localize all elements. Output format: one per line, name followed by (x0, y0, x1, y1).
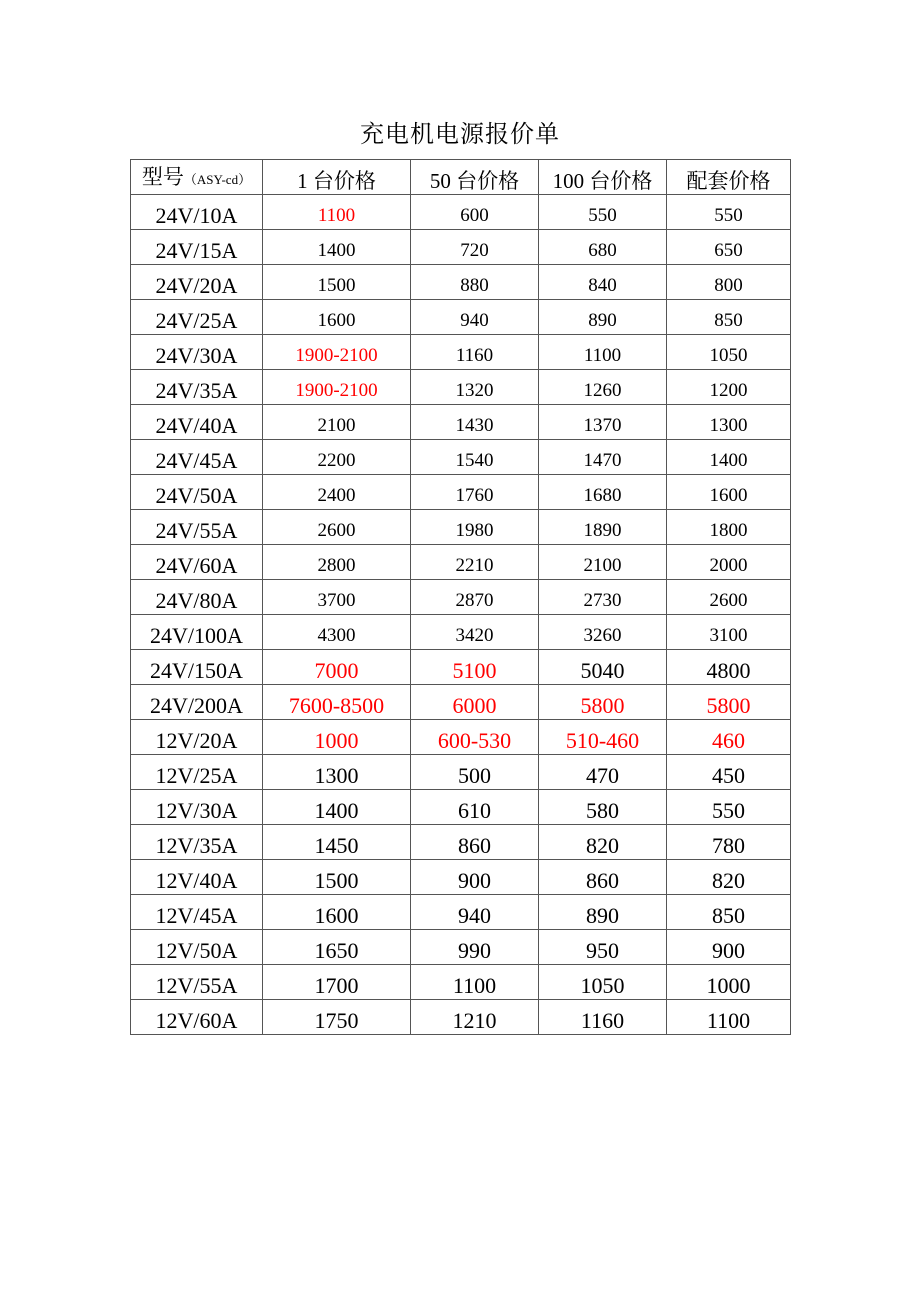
model-cell: 24V/150A (131, 650, 263, 685)
price-cell-p100: 5800 (539, 685, 667, 720)
model-cell: 24V/10A (131, 195, 263, 230)
model-cell: 12V/25A (131, 755, 263, 790)
table-row (131, 405, 791, 440)
price-cell-p1: 1400 (263, 230, 411, 265)
price-cell-p100: 550 (539, 195, 667, 230)
price-cell-p50: 900 (411, 860, 539, 895)
table-row (131, 300, 791, 335)
header-model-label: 型号 (141, 165, 184, 189)
price-cell-p50: 2870 (411, 580, 539, 615)
model-cell: 24V/100A (131, 615, 263, 650)
price-cell-p100: 840 (539, 265, 667, 300)
model-cell: 24V/60A (131, 545, 263, 580)
price-cell-p1: 1700 (263, 965, 411, 1000)
price-cell-p1: 1750 (263, 1000, 411, 1035)
price-cell-oem: 550 (667, 195, 791, 230)
price-cell-p100: 1470 (539, 440, 667, 475)
price-cell-oem: 1100 (667, 1000, 791, 1035)
price-cell-p50: 6000 (411, 685, 539, 720)
model-cell: 24V/80A (131, 580, 263, 615)
header-model (131, 160, 263, 195)
header-price-100: 100 台价格 (539, 160, 667, 195)
header-model-sub: （ASY-cd） (183, 172, 252, 187)
price-cell-p1: 2800 (263, 545, 411, 580)
price-cell-p100: 2730 (539, 580, 667, 615)
model-cell: 24V/35A (131, 370, 263, 405)
price-cell-p100: 1370 (539, 405, 667, 440)
table-row (131, 685, 791, 720)
price-cell-p1: 1400 (263, 790, 411, 825)
table-row (131, 755, 791, 790)
model-cell: 12V/55A (131, 965, 263, 1000)
price-cell-p1: 1500 (263, 265, 411, 300)
price-cell-p100: 680 (539, 230, 667, 265)
price-cell-p50: 3420 (411, 615, 539, 650)
price-cell-p50: 990 (411, 930, 539, 965)
table-row (131, 580, 791, 615)
model-cell: 12V/30A (131, 790, 263, 825)
price-cell-oem: 460 (667, 720, 791, 755)
model-cell: 12V/45A (131, 895, 263, 930)
price-cell-p1: 2400 (263, 475, 411, 510)
table-row (131, 335, 791, 370)
price-cell-p1: 2100 (263, 405, 411, 440)
model-cell: 24V/200A (131, 685, 263, 720)
price-cell-p1: 1900-2100 (263, 370, 411, 405)
price-cell-p1: 4300 (263, 615, 411, 650)
model-cell: 24V/15A (131, 230, 263, 265)
table-body (131, 195, 791, 1035)
price-cell-oem: 850 (667, 300, 791, 335)
model-cell: 12V/50A (131, 930, 263, 965)
model-cell: 24V/20A (131, 265, 263, 300)
price-cell-oem: 1200 (667, 370, 791, 405)
price-cell-oem: 4800 (667, 650, 791, 685)
price-cell-oem: 820 (667, 860, 791, 895)
table-row (131, 475, 791, 510)
price-cell-p100: 510-460 (539, 720, 667, 755)
price-cell-p1: 1450 (263, 825, 411, 860)
price-cell-oem: 1300 (667, 405, 791, 440)
price-cell-p100: 1100 (539, 335, 667, 370)
price-cell-p50: 610 (411, 790, 539, 825)
model-cell: 24V/25A (131, 300, 263, 335)
price-cell-p1: 1600 (263, 300, 411, 335)
price-cell-p100: 470 (539, 755, 667, 790)
price-cell-p50: 940 (411, 895, 539, 930)
price-cell-p1: 1000 (263, 720, 411, 755)
price-cell-p50: 940 (411, 300, 539, 335)
model-cell: 12V/20A (131, 720, 263, 755)
price-cell-p1: 7000 (263, 650, 411, 685)
header-row (131, 160, 791, 195)
price-cell-p100: 1160 (539, 1000, 667, 1035)
price-cell-p100: 2100 (539, 545, 667, 580)
price-cell-p100: 890 (539, 300, 667, 335)
table-row (131, 265, 791, 300)
price-cell-p100: 1890 (539, 510, 667, 545)
price-cell-p100: 950 (539, 930, 667, 965)
price-cell-p50: 1160 (411, 335, 539, 370)
model-cell: 12V/60A (131, 1000, 263, 1035)
header-price-oem: 配套价格 (667, 160, 791, 195)
model-cell: 24V/50A (131, 475, 263, 510)
price-cell-p50: 1980 (411, 510, 539, 545)
price-cell-oem: 2600 (667, 580, 791, 615)
table-row (131, 1000, 791, 1035)
table-row (131, 825, 791, 860)
table-row (131, 195, 791, 230)
price-cell-oem: 450 (667, 755, 791, 790)
price-cell-p50: 860 (411, 825, 539, 860)
table-row (131, 930, 791, 965)
price-cell-p100: 860 (539, 860, 667, 895)
price-cell-p50: 1100 (411, 965, 539, 1000)
table-row (131, 650, 791, 685)
price-cell-oem: 780 (667, 825, 791, 860)
price-cell-p1: 7600-8500 (263, 685, 411, 720)
price-cell-p50: 1430 (411, 405, 539, 440)
price-cell-p1: 1300 (263, 755, 411, 790)
document-title: 充电机电源报价单 (360, 122, 560, 148)
price-cell-p100: 1260 (539, 370, 667, 405)
price-cell-oem: 2000 (667, 545, 791, 580)
price-cell-p1: 2600 (263, 510, 411, 545)
price-cell-p50: 600-530 (411, 720, 539, 755)
price-cell-p1: 1900-2100 (263, 335, 411, 370)
price-cell-p50: 600 (411, 195, 539, 230)
model-cell: 24V/45A (131, 440, 263, 475)
model-cell: 12V/40A (131, 860, 263, 895)
model-cell: 24V/55A (131, 510, 263, 545)
table-row (131, 965, 791, 1000)
price-cell-p50: 2210 (411, 545, 539, 580)
price-cell-p50: 1210 (411, 1000, 539, 1035)
price-cell-p1: 3700 (263, 580, 411, 615)
table-row (131, 440, 791, 475)
price-cell-p1: 1500 (263, 860, 411, 895)
table-row (131, 230, 791, 265)
model-cell: 24V/40A (131, 405, 263, 440)
price-cell-oem: 1600 (667, 475, 791, 510)
price-cell-oem: 550 (667, 790, 791, 825)
model-cell: 24V/30A (131, 335, 263, 370)
price-cell-oem: 850 (667, 895, 791, 930)
table-row (131, 370, 791, 405)
price-cell-p50: 1760 (411, 475, 539, 510)
table-row (131, 895, 791, 930)
price-cell-p100: 1050 (539, 965, 667, 1000)
price-table (130, 159, 791, 1035)
header-price-1: 1 台价格 (263, 160, 411, 195)
price-cell-oem: 900 (667, 930, 791, 965)
price-cell-p100: 1680 (539, 475, 667, 510)
price-cell-p100: 580 (539, 790, 667, 825)
price-cell-oem: 3100 (667, 615, 791, 650)
price-cell-oem: 1400 (667, 440, 791, 475)
price-cell-p100: 3260 (539, 615, 667, 650)
price-cell-oem: 1000 (667, 965, 791, 1000)
price-cell-oem: 1050 (667, 335, 791, 370)
price-cell-oem: 800 (667, 265, 791, 300)
table-row (131, 545, 791, 580)
price-cell-p50: 1320 (411, 370, 539, 405)
price-cell-p50: 500 (411, 755, 539, 790)
table-row (131, 615, 791, 650)
price-cell-p100: 890 (539, 895, 667, 930)
price-cell-oem: 650 (667, 230, 791, 265)
table-row (131, 790, 791, 825)
table-row (131, 720, 791, 755)
price-cell-p1: 1650 (263, 930, 411, 965)
price-cell-p50: 1540 (411, 440, 539, 475)
table-row (131, 860, 791, 895)
price-cell-oem: 1800 (667, 510, 791, 545)
price-cell-p1: 1100 (263, 195, 411, 230)
price-cell-p50: 720 (411, 230, 539, 265)
price-cell-p50: 5100 (411, 650, 539, 685)
price-cell-p1: 1600 (263, 895, 411, 930)
price-cell-p100: 5040 (539, 650, 667, 685)
price-cell-oem: 5800 (667, 685, 791, 720)
price-cell-p1: 2200 (263, 440, 411, 475)
price-cell-p100: 820 (539, 825, 667, 860)
model-cell: 12V/35A (131, 825, 263, 860)
header-price-50: 50 台价格 (411, 160, 539, 195)
table-row (131, 510, 791, 545)
price-cell-p50: 880 (411, 265, 539, 300)
